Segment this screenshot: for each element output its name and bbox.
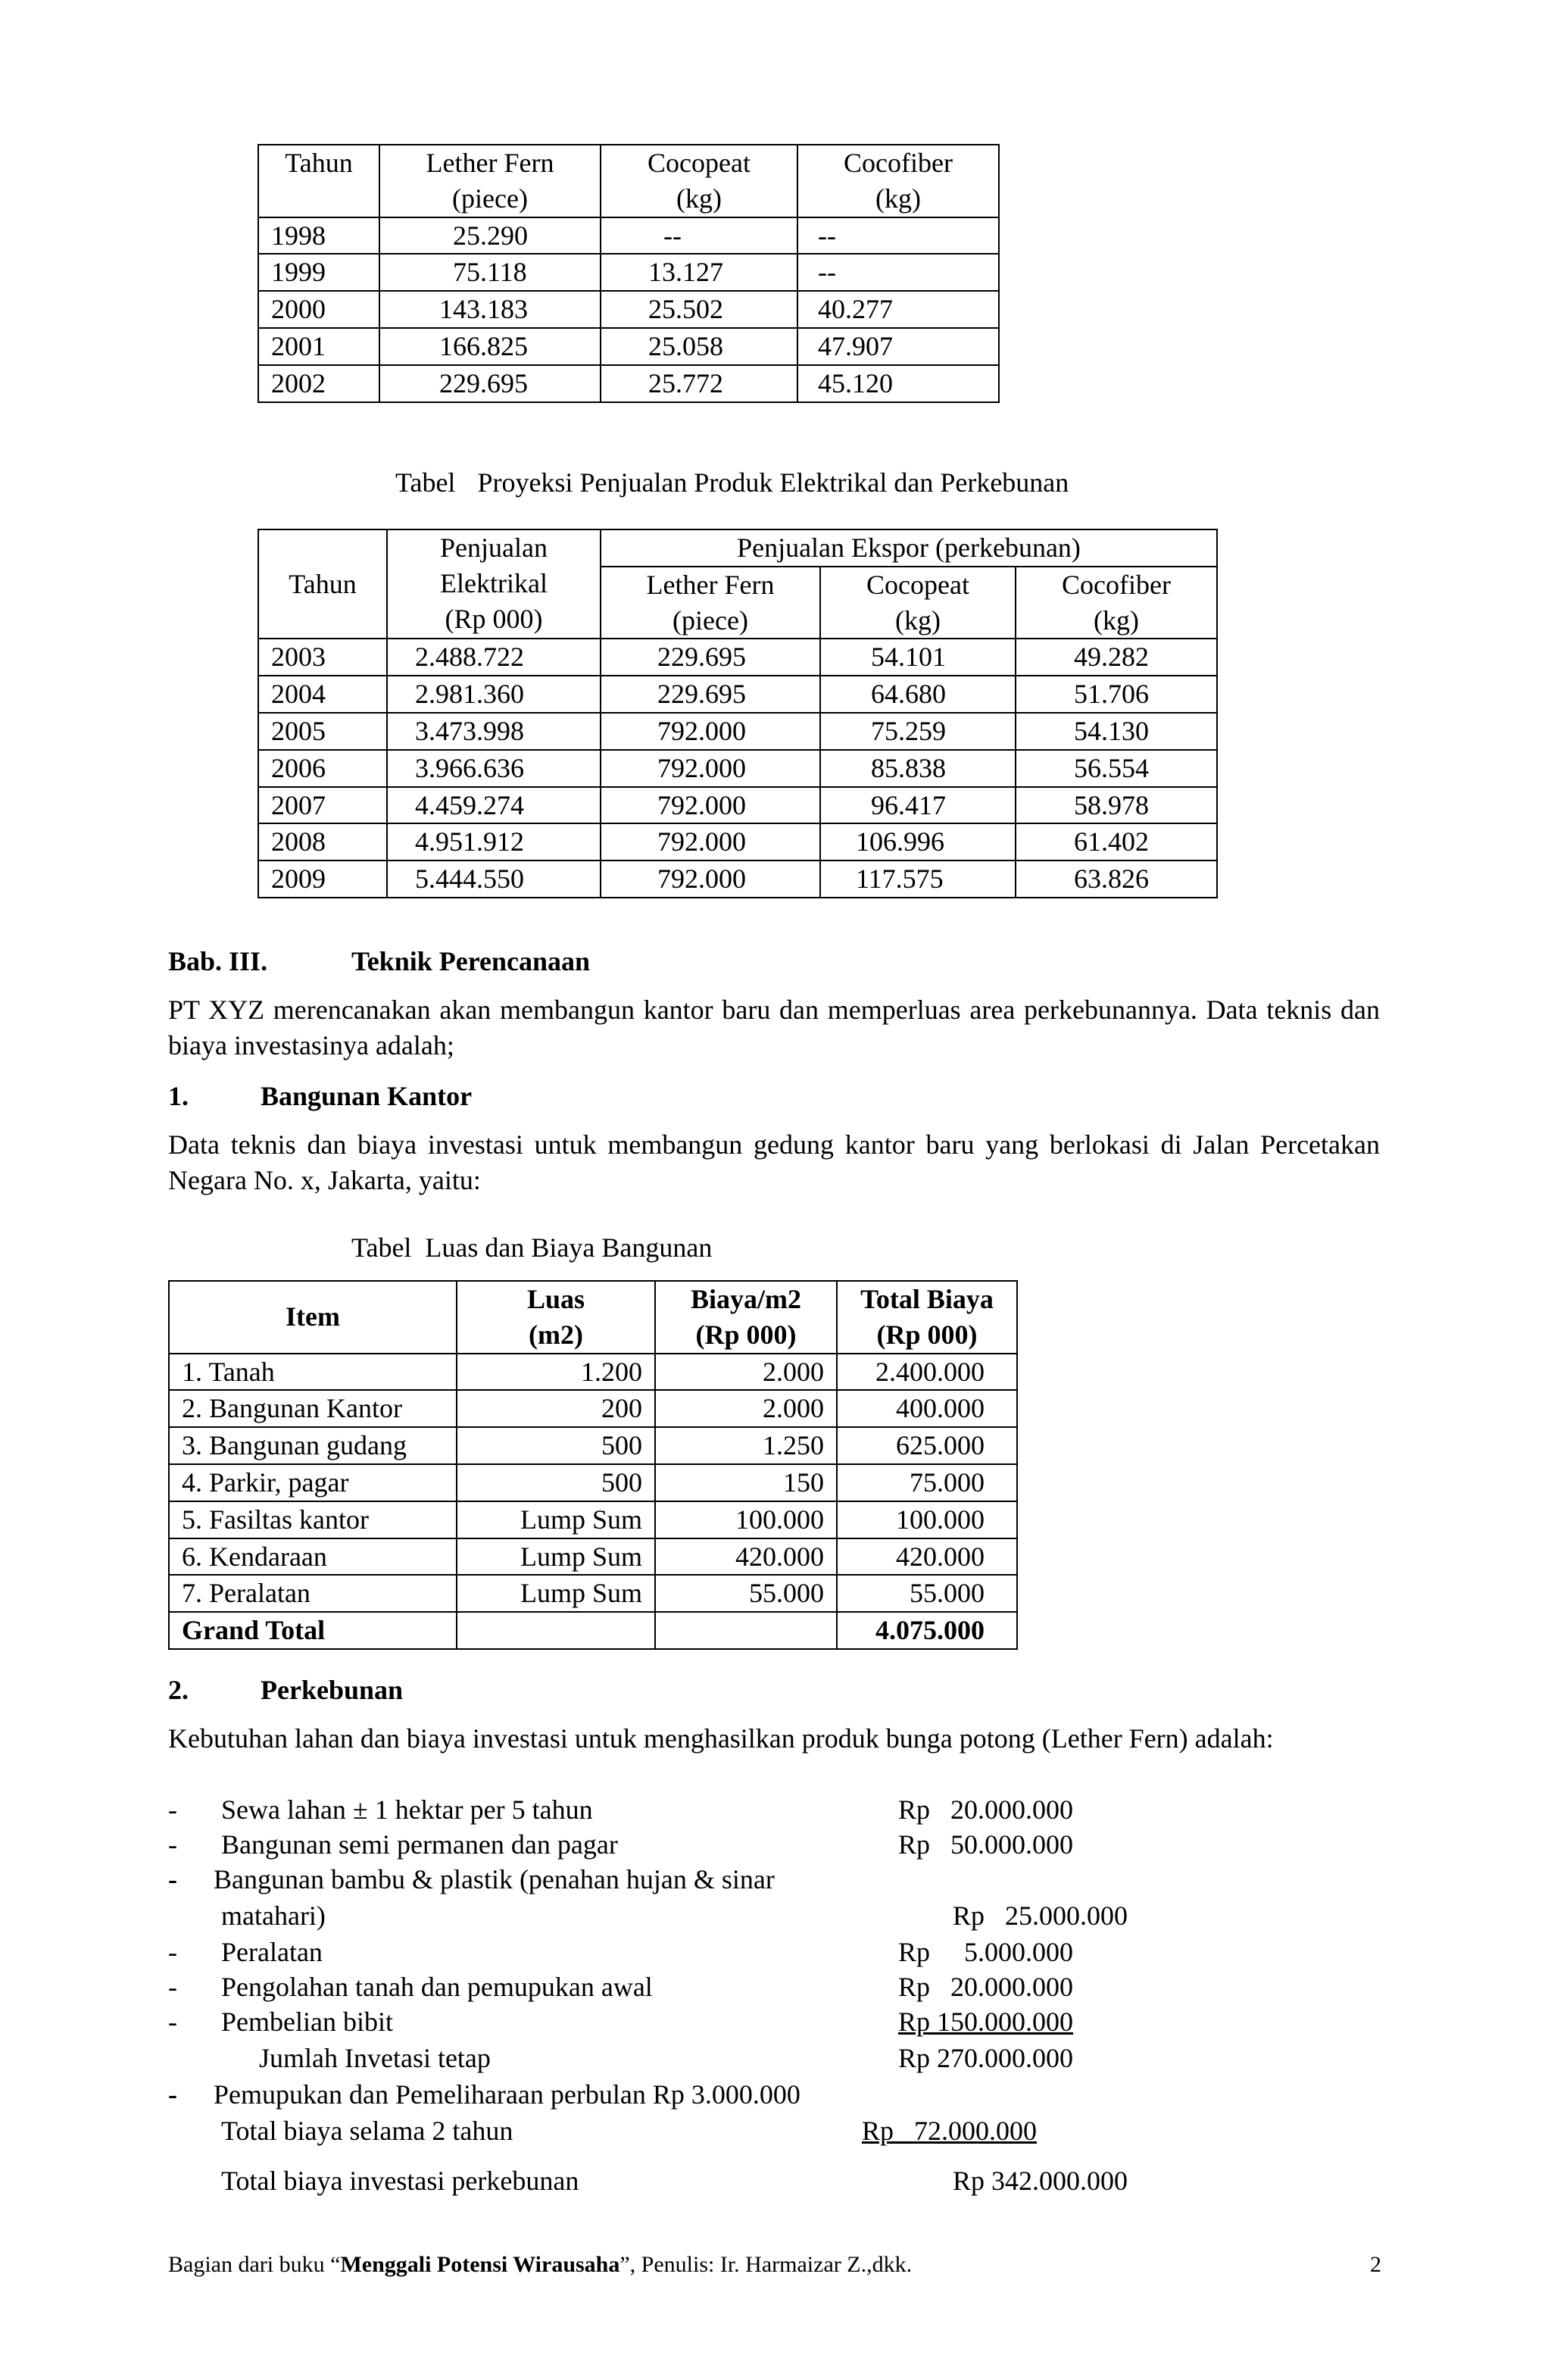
header-unit: (piece) (673, 604, 748, 636)
cost-label: Peralatan (221, 1937, 323, 1967)
dash: - (168, 1794, 177, 1825)
table-row (258, 217, 999, 255)
table-row (258, 676, 1217, 713)
cell: 792.000 (601, 750, 820, 787)
cell: 143.183 (379, 291, 601, 328)
header-label: Total Biaya (860, 1284, 994, 1314)
table3-caption: Tabel Luas dan Biaya Bangunan (351, 1232, 713, 1263)
cell: 2000 (258, 291, 379, 328)
header-penjualan-elektrikal (387, 529, 601, 639)
table-row (258, 750, 1217, 787)
chapter-number: Bab. III. (168, 946, 268, 976)
cost-label: Pembelian bibit (221, 2007, 393, 2037)
cell: 5. Fasiltas kantor (169, 1501, 457, 1538)
cell: 166.825 (379, 328, 601, 365)
total-amount: Rp 72.000.000 (862, 2116, 1038, 2146)
cell: 1.250 (655, 1427, 837, 1464)
header-penjualan-ekspor (601, 529, 1217, 567)
cost-amount: Rp 20.000.000 (898, 1794, 1074, 1825)
cell: 2004 (258, 676, 387, 713)
cost-grand-total (168, 2163, 1380, 2200)
cell: 49.282 (1016, 639, 1217, 676)
grand-total-row (169, 1612, 1017, 1649)
table-row (169, 1575, 1017, 1612)
cell: 2005 (258, 713, 387, 750)
header-unit: (Rp 000) (445, 603, 543, 634)
intro-paragraph: PT XYZ merencanakan akan membangun kantor baru dan memperluas area perkebunannya. Data teknis dan biaya investasinya adalah; (168, 995, 1380, 1060)
dash: - (168, 1864, 177, 1894)
header-lether-fern (601, 567, 820, 639)
header-label: Biaya/m2 (690, 1284, 801, 1314)
cost-item-sewa (168, 1792, 1380, 1829)
cell: 792.000 (601, 787, 820, 824)
header-label: Elektrikal (440, 567, 548, 598)
cell: 1999 (258, 254, 379, 291)
header-label: Tahun (285, 148, 353, 178)
cell: 200 (457, 1390, 655, 1427)
cost-item-bambu (168, 1862, 1380, 1898)
chapter-title: Teknik Perencanaan (351, 946, 591, 976)
cell: 3.473.998 (387, 713, 601, 750)
header-cocofiber (797, 145, 999, 217)
section-title: Perkebunan (261, 1675, 404, 1705)
table-row (258, 823, 1217, 860)
cost-total-2-years (168, 2113, 1380, 2150)
header-cocopeat (601, 145, 797, 217)
cell: 2.488.722 (387, 639, 601, 676)
cost-item-pemupukan (168, 2077, 1380, 2113)
cell: 55.000 (655, 1575, 837, 1612)
cell: 55.000 (837, 1575, 1017, 1612)
footer-book-title: Menggali Potensi Wirausaha (340, 2252, 620, 2277)
dash: - (168, 1972, 177, 2002)
header-unit: (kg) (676, 183, 722, 214)
cell: 25.772 (601, 365, 797, 402)
cell: -- (601, 217, 797, 255)
header-label: Penjualan Ekspor (perkebunan) (737, 533, 1081, 563)
header-lether-fern (379, 145, 601, 217)
dash: - (168, 1937, 177, 1967)
header-label: Penjualan (440, 533, 548, 563)
cost-amount: Rp 20.000.000 (898, 1972, 1074, 2002)
header-unit: (m2) (529, 1319, 583, 1350)
cell: 229.695 (601, 639, 820, 676)
header-unit: (kg) (875, 183, 921, 214)
cost-item-bibit (168, 2004, 1380, 2041)
cell: 1998 (258, 217, 379, 255)
cost-label: Bangunan bambu & plastik (penahan hujan & sinar (214, 1864, 775, 1894)
table-row (258, 639, 1217, 676)
dash: - (168, 2079, 177, 2110)
cell: 2008 (258, 823, 387, 860)
table-header-row (258, 145, 999, 217)
table-row (258, 713, 1217, 750)
cell: 13.127 (601, 254, 797, 291)
table-row (169, 1538, 1017, 1576)
table-row (169, 1427, 1017, 1464)
header-label: Cocopeat (866, 569, 969, 600)
header-cocofiber (1016, 567, 1217, 639)
cost-item-peralatan (168, 1935, 1380, 1971)
cell: 40.277 (797, 291, 999, 328)
grand-total-value: 4.075.000 (837, 1612, 1017, 1649)
cell: 3.966.636 (387, 750, 601, 787)
cell: 1.200 (457, 1354, 655, 1391)
header-label: Cocofiber (1062, 569, 1171, 600)
cell: 100.000 (837, 1501, 1017, 1538)
table-sales-projection (257, 529, 1218, 898)
header-unit: (piece) (452, 183, 528, 214)
header-tahun (258, 529, 387, 639)
cell: 117.575 (820, 860, 1016, 898)
cell: 2001 (258, 328, 379, 365)
cell: Lump Sum (457, 1538, 655, 1576)
cost-label: Pemupukan dan Pemeliharaan perbulan Rp 3.000.000 (214, 2079, 800, 2110)
cell: 3. Bangunan gudang (169, 1427, 457, 1464)
cost-item-bambu-cont (168, 1898, 1380, 1935)
cell: 4.951.912 (387, 823, 601, 860)
cell: -- (797, 254, 999, 291)
empty-cell (655, 1612, 837, 1649)
grand-total-label: Grand Total (169, 1612, 457, 1649)
cost-amount: Rp 150.000.000 (898, 2007, 1074, 2037)
table-header-row (258, 529, 1217, 567)
grand-total-label: Total biaya investasi perkebunan (221, 2166, 579, 2196)
cell: 75.118 (379, 254, 601, 291)
cell: 54.101 (820, 639, 1016, 676)
cell: 2009 (258, 860, 387, 898)
cost-item-bangunan (168, 1827, 1380, 1863)
cell: 4. Parkir, pagar (169, 1464, 457, 1501)
cell: Lump Sum (457, 1575, 655, 1612)
page-number: 2 (1370, 2252, 1381, 2277)
cell: 1. Tanah (169, 1354, 457, 1391)
cell: 25.290 (379, 217, 601, 255)
cell: 420.000 (837, 1538, 1017, 1576)
cell: 75.259 (820, 713, 1016, 750)
cell: 229.695 (601, 676, 820, 713)
cost-label-cont: matahari) (221, 1901, 326, 1931)
cell: 2007 (258, 787, 387, 824)
chapter-heading (168, 944, 591, 979)
table-export-history (257, 144, 1000, 403)
cell: 61.402 (1016, 823, 1217, 860)
cell: 2003 (258, 639, 387, 676)
table-row (169, 1390, 1017, 1427)
cell: 47.907 (797, 328, 999, 365)
cell: 625.000 (837, 1427, 1017, 1464)
caption-title: Proyeksi Penjualan Produk Elektrikal dan Perkebunan (477, 467, 1069, 498)
cell: 25.502 (601, 291, 797, 328)
cell: 2. Bangunan Kantor (169, 1390, 457, 1427)
header-label: Cocopeat (648, 148, 751, 178)
cell: 2.000 (655, 1390, 837, 1427)
cost-label: Bangunan semi permanen dan pagar (221, 1829, 618, 1860)
cell: 56.554 (1016, 750, 1217, 787)
header-label: Item (286, 1301, 340, 1332)
cell: 500 (457, 1464, 655, 1501)
section1-paragraph: Data teknis dan biaya investasi untuk membangun gedung kantor baru yang berlokasi di Jalan Percetakan Negara No. x, Jakarta, yaitu: (168, 1129, 1380, 1195)
table-row (258, 291, 999, 328)
cell: 2.981.360 (387, 676, 601, 713)
empty-cell (457, 1612, 655, 1649)
cell: 792.000 (601, 860, 820, 898)
cell: 51.706 (1016, 676, 1217, 713)
cell: 106.996 (820, 823, 1016, 860)
table-row (258, 328, 999, 365)
caption-label: Tabel (395, 467, 456, 498)
cell: 4.459.274 (387, 787, 601, 824)
header-label: Cocofiber (844, 148, 953, 178)
dash: - (168, 1829, 177, 1860)
table-row (169, 1354, 1017, 1391)
table2-caption (395, 465, 1069, 501)
total-label: Total biaya selama 2 tahun (221, 2116, 513, 2146)
table-header-row (169, 1281, 1017, 1354)
section-number: 2. (168, 1675, 189, 1705)
cell: 792.000 (601, 713, 820, 750)
header-cocopeat (820, 567, 1016, 639)
cell: 5.444.550 (387, 860, 601, 898)
cell: 400.000 (837, 1390, 1017, 1427)
header-label: Luas (526, 1284, 585, 1314)
section2-paragraph: Kebutuhan lahan dan biaya investasi untuk menghasilkan produk bunga potong (Lether Fern) adalah: (168, 1723, 1274, 1754)
footer-suffix: ”, Penulis: Ir. Harmaizar Z.,dkk. (619, 2252, 913, 2277)
cell: 25.058 (601, 328, 797, 365)
cost-amount: Rp 25.000.000 (953, 1901, 1128, 1931)
cell: 229.695 (379, 365, 601, 402)
header-unit: (kg) (1094, 604, 1139, 636)
grand-total-amount: Rp 342.000.000 (953, 2166, 1128, 2196)
cost-subtotal (168, 2041, 1380, 2077)
page-footer (168, 2250, 1381, 2279)
cost-label: Sewa lahan ± 1 hektar per 5 tahun (221, 1794, 593, 1825)
header-biaya (655, 1281, 837, 1354)
cell: 2002 (258, 365, 379, 402)
cell: 6. Kendaraan (169, 1538, 457, 1576)
table-row (169, 1464, 1017, 1501)
table-row (169, 1501, 1017, 1538)
subtotal-label: Jumlah Invetasi tetap (259, 2043, 491, 2073)
cell: 500 (457, 1427, 655, 1464)
header-label: Lether Fern (646, 569, 775, 600)
cost-label: Pengolahan tanah dan pemupukan awal (221, 1972, 653, 2002)
cell: 96.417 (820, 787, 1016, 824)
cell: 63.826 (1016, 860, 1217, 898)
subtotal-amount: Rp 270.000.000 (898, 2043, 1074, 2073)
header-unit: (Rp 000) (876, 1319, 978, 1350)
cell: 150 (655, 1464, 837, 1501)
table-building-cost (168, 1280, 1018, 1650)
cost-item-pengolahan (168, 1969, 1380, 2006)
section-title: Bangunan Kantor (261, 1081, 473, 1111)
header-item (169, 1281, 457, 1354)
cell: 64.680 (820, 676, 1016, 713)
cost-amount: Rp 50.000.000 (898, 1829, 1074, 1860)
header-label: Lether Fern (426, 148, 554, 178)
section-heading-2 (168, 1673, 774, 1708)
cell: 58.978 (1016, 787, 1217, 824)
cost-amount: Rp 5.000.000 (898, 1937, 1074, 1967)
header-total-biaya (837, 1281, 1017, 1354)
table-row (258, 787, 1217, 824)
cell: 100.000 (655, 1501, 837, 1538)
cell: -- (797, 217, 999, 255)
cell: 75.000 (837, 1464, 1017, 1501)
cell: 2.400.000 (837, 1354, 1017, 1391)
table-row (258, 254, 999, 291)
header-luas (457, 1281, 655, 1354)
section-heading-1 (168, 1079, 774, 1114)
header-tahun (258, 145, 379, 217)
table-row (258, 365, 999, 402)
header-unit: (Rp 000) (695, 1319, 797, 1350)
cell: Lump Sum (457, 1501, 655, 1538)
cell: 420.000 (655, 1538, 837, 1576)
cell: 45.120 (797, 365, 999, 402)
section-number: 1. (168, 1081, 189, 1111)
dash: - (168, 2007, 177, 2037)
cell: 792.000 (601, 823, 820, 860)
cell: 2006 (258, 750, 387, 787)
cell: 7. Peralatan (169, 1575, 457, 1612)
header-label: Tahun (289, 568, 357, 599)
header-unit: (kg) (895, 604, 941, 636)
cell: 2.000 (655, 1354, 837, 1391)
cell: 85.838 (820, 750, 1016, 787)
footer-prefix: Bagian dari buku “ (168, 2252, 341, 2277)
cell: 54.130 (1016, 713, 1217, 750)
table-row (258, 860, 1217, 898)
